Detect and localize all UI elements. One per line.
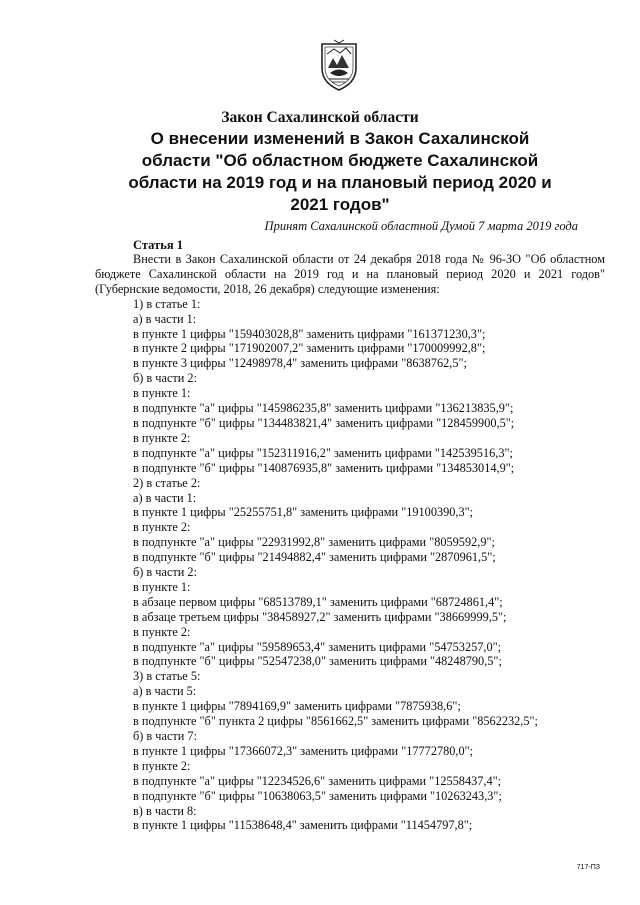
- amendment-line: в подпункте "а" цифры "145986235,8" заменить цифрами "136213835,9";: [133, 401, 514, 416]
- amendment-line: в) в части 8:: [133, 803, 197, 818]
- amendment-line: в пункте 2:: [133, 624, 191, 639]
- amendment-line: в подпункте "б" цифры "52547238,0" заменить цифрами "48248790,5";: [133, 654, 502, 669]
- amendment-line: в подпункте "б" цифры "21494882,4" заменить цифрами "2870961,5";: [133, 550, 496, 565]
- amendment-line: в пункте 2:: [133, 520, 191, 535]
- amendment-line: в подпункте "а" цифры "22931992,8" заменить цифрами "8059592,9";: [133, 535, 495, 550]
- amendment-line: в подпункте "а" цифры "152311916,2" заменить цифрами "142539516,3";: [133, 445, 513, 460]
- amendment-line: в пункте 1 цифры "11538648,4" заменить цифрами "11454797,8";: [133, 818, 473, 833]
- adoption-note: Принят Сахалинской областной Думой 7 марта 2019 года: [264, 219, 578, 233]
- amendment-line: б) в части 2:: [133, 371, 198, 386]
- amendment-line: а) в части 1:: [133, 490, 197, 505]
- law-heading: Закон Сахалинской области: [221, 109, 419, 126]
- amendment-line: в подпункте "б" цифры "10638063,5" заменить цифрами "10263243,3";: [133, 788, 502, 803]
- amendment-line: 1) в статье 1:: [133, 296, 201, 311]
- amendment-line: в пункте 1 цифры "7894169,9" заменить цифрами "7875938,6";: [133, 699, 461, 714]
- amendment-line: в пункте 2:: [133, 758, 191, 773]
- amendment-line: в подпункте "б" цифры "140876935,8" заменить цифрами "134853014,9";: [133, 460, 515, 475]
- article-heading: Статья 1: [133, 238, 183, 252]
- amendment-line: 2) в статье 2:: [133, 475, 201, 490]
- amendment-line: в пункте 1 цифры "17366072,3" заменить цифрами "17772780,0";: [133, 743, 474, 758]
- amendment-line: в подпункте "б" цифры "134483821,4" заменить цифрами "128459900,5";: [133, 415, 515, 430]
- coat-of-arms-icon: [318, 38, 360, 92]
- amendment-line: б) в части 2:: [133, 565, 198, 580]
- amendment-line: б) в части 7:: [133, 729, 198, 743]
- document-body: [95, 252, 605, 833]
- amendment-line: в пункте 2:: [133, 430, 191, 445]
- amendment-line: в пункте 3 цифры "12498978,4" заменить цифрами "8638762,5";: [133, 356, 467, 371]
- document-code: 717-ПЗ: [576, 864, 600, 871]
- amendment-line: в абзаце третьем цифры "38458927,2" заменить цифрами "38669999,5";: [133, 609, 507, 624]
- amendment-line: в пункте 1:: [133, 579, 191, 594]
- amendment-line: в пункте 1 цифры "25255751,8" заменить цифрами "19100390,3";: [133, 505, 474, 520]
- amendment-line: в пункте 2 цифры "171902007,2" заменить цифрами "170009992,8";: [133, 341, 486, 356]
- amendment-line: в пункте 1:: [133, 386, 191, 401]
- amendment-line: в пункте 1 цифры "159403028,8" заменить цифрами "161371230,3";: [133, 326, 486, 341]
- amendment-line: в подпункте "а" цифры "12234526,6" заменить цифрами "12558437,4";: [133, 773, 502, 788]
- amendment-line: в подпункте "б" пункта 2 цифры "8561662,5" заменить цифрами "8562232,5";: [133, 714, 538, 729]
- amendment-list: [95, 297, 605, 834]
- intro-paragraph: Внести в Закон Сахалинской области от 24 декабря 2018 года № 96-ЗО "Об областном бюджете Сахалинской области на 2019 год и на плановый период 2020 и 2021 годов" (Губернские ведомости, 2018, 26 декабря) следующие изменения:: [95, 252, 605, 296]
- amendment-line: 3) в статье 5:: [133, 669, 201, 684]
- amendment-line: в подпункте "а" цифры "59589653,4" заменить цифрами "54753257,0";: [133, 639, 502, 654]
- amendment-line: а) в части 1:: [133, 311, 197, 326]
- law-title: О внесении изменений в Закон Сахалинской области "Об областном бюджете Сахалинской области на 2019 год и на плановый период 2020 и 2021 годов": [128, 129, 552, 214]
- amendment-line: в абзаце первом цифры "68513789,1" заменить цифрами "68724861,4";: [133, 594, 503, 609]
- amendment-line: а) в части 5:: [133, 684, 197, 699]
